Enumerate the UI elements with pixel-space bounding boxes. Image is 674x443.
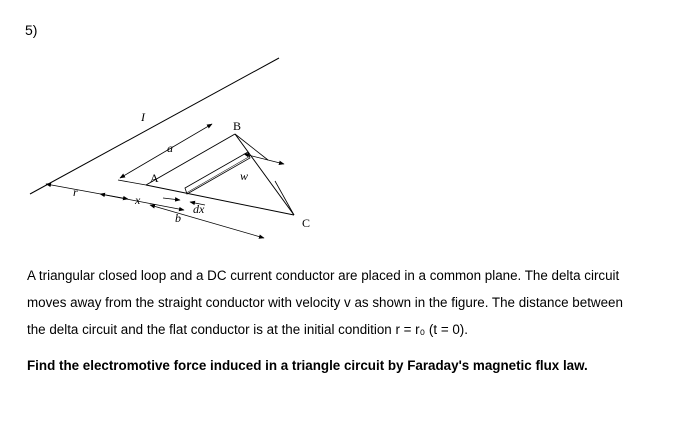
paragraph-line-3: the delta circuit and the flat conductor is at the initial condition r = r₀ (t = 0).	[27, 322, 468, 337]
label-vertex-a: A	[150, 171, 159, 185]
dimension-a	[120, 124, 212, 178]
label-b: b	[175, 211, 181, 225]
label-dx: dx	[193, 202, 205, 216]
problem-number: 5)	[25, 22, 38, 38]
paragraph-line-1: A triangular closed loop and a DC current conductor are placed in a common plane. The delta circuit	[27, 268, 620, 283]
dimension-w	[244, 154, 284, 164]
label-current: I	[141, 110, 145, 124]
dimension-b	[150, 205, 264, 238]
label-vertex-b: B	[233, 119, 242, 133]
instruction-text: Find the electromotive force induced in a triangle circuit by Faraday's magnetic flux law.	[27, 358, 588, 373]
label-r: r	[73, 185, 78, 199]
triangle-side-ab	[146, 134, 235, 185]
dimension-x	[100, 194, 184, 210]
label-a: a	[167, 141, 173, 155]
label-vertex-c: C	[302, 216, 311, 230]
dimension-dx-left	[163, 198, 180, 200]
label-w: w	[240, 169, 249, 183]
label-x: x	[135, 193, 141, 207]
paragraph-line-2: moves away from the straight conductor with velocity v as shown in the figure. The distance between	[27, 295, 623, 310]
